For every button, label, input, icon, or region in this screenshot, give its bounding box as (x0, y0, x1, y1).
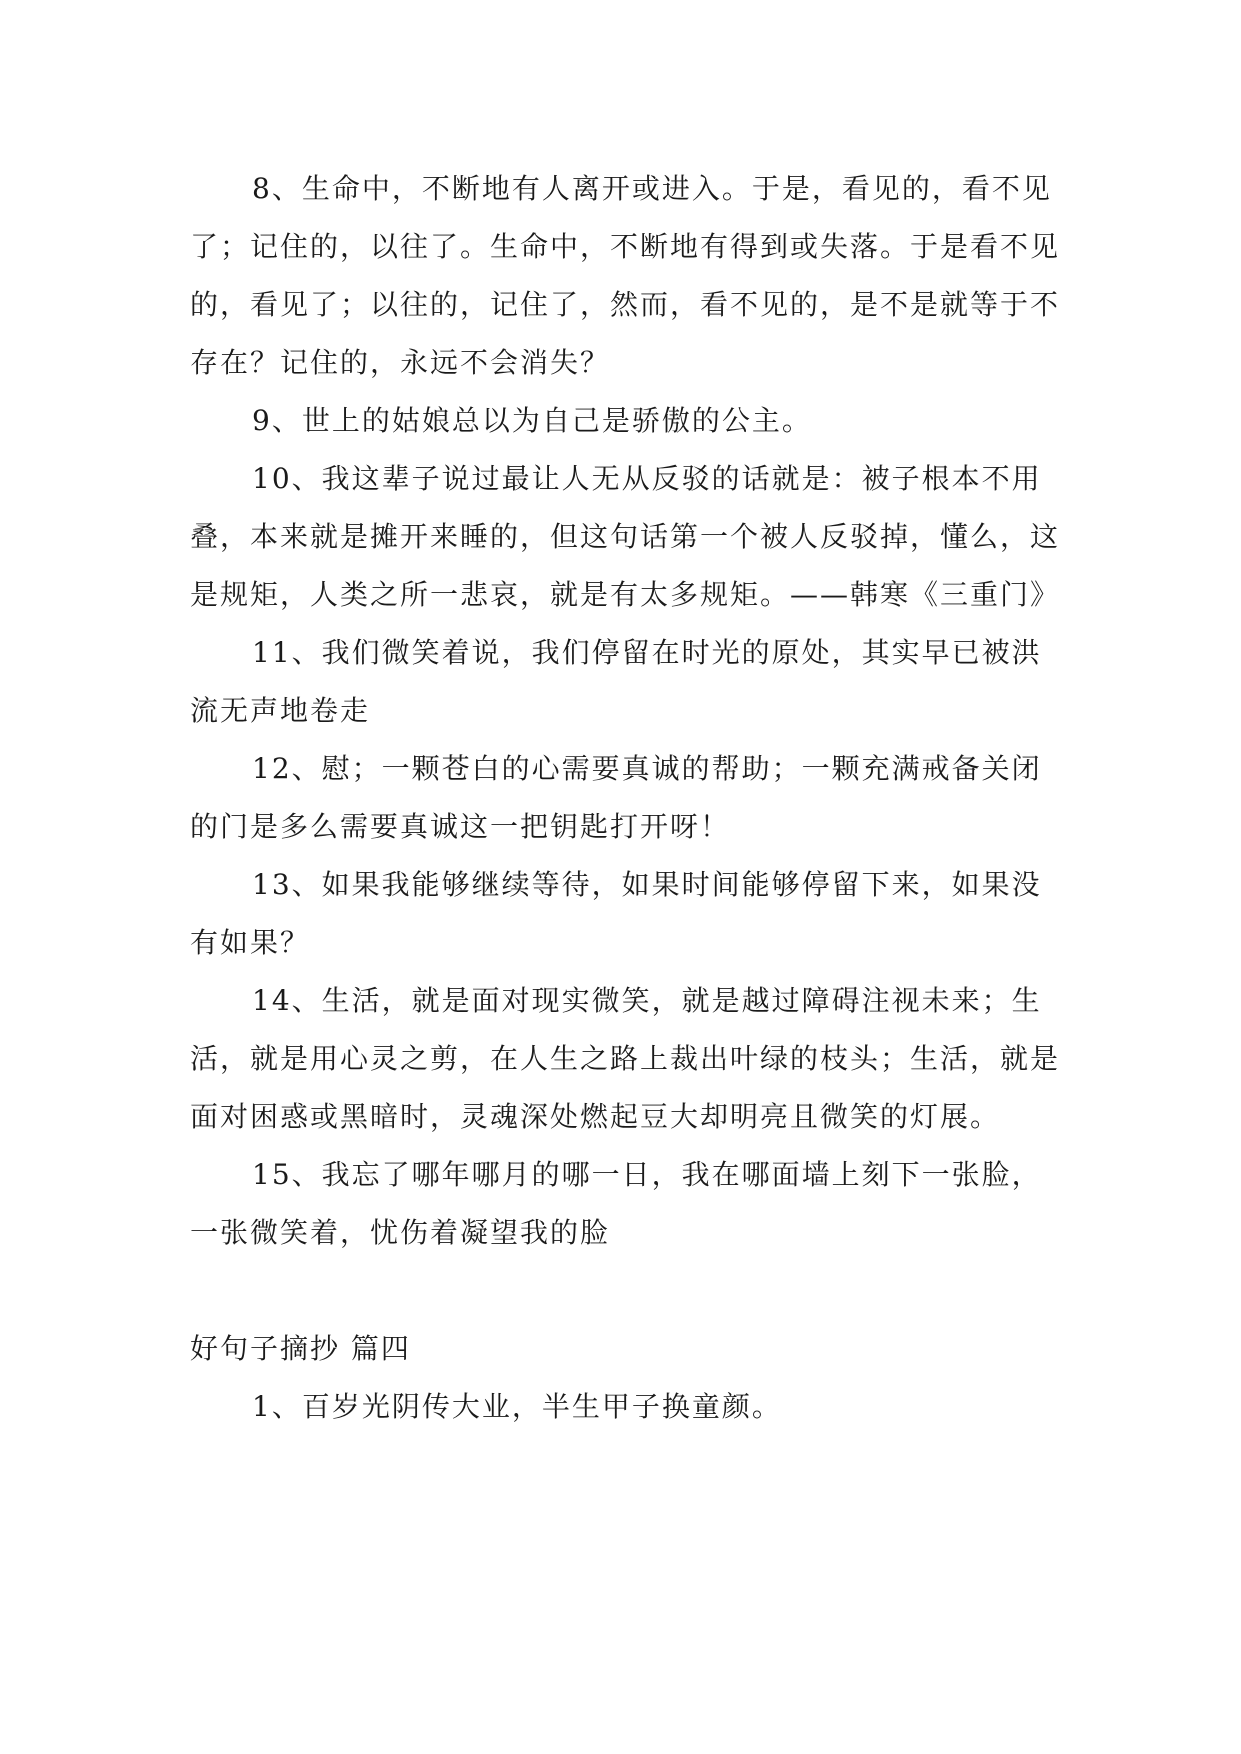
paragraph-13: 13、如果我能够继续等待，如果时间能够停留下来，如果没有如果？ (190, 868, 1042, 959)
paragraph-1: 1、百岁光阴传大业，半生甲子换童颜。 (252, 1390, 782, 1423)
paragraph-15: 15、我忘了哪年哪月的哪一日，我在哪面墙上刻下一张脸，一张微笑着，忧伤着凝望我的脸 (190, 1158, 1042, 1249)
paragraph-8: 8、生命中，不断地有人离开或进入。于是，看见的，看不见了；记住的，以往了。生命中，不断地有得到或失落。于是看不见的，看见了；以往的，记住了，然而，看不见的，是不是就等于不存在？记住的，永远不会消失？ (190, 172, 1061, 379)
section-heading: 好句子摘抄 篇四 (190, 1332, 411, 1365)
paragraph-14: 14、生活，就是面对现实微笑，就是越过障碍注视未来；生活，就是用心灵之剪，在人生之路上裁出叶绿的枝头；生活，就是面对困惑或黑暗时，灵魂深处燃起豆大却明亮且微笑的灯展。 (190, 984, 1061, 1133)
paragraph-11: 11、我们微笑着说，我们停留在时光的原处，其实早已被洪流无声地卷走 (190, 636, 1042, 727)
document-body (190, 160, 1060, 1436)
paragraph-9: 9、世上的姑娘总以为自己是骄傲的公主。 (252, 404, 812, 437)
paragraph-12: 12、慰；一颗苍白的心需要真诚的帮助；一颗充满戒备关闭的门是多么需要真诚这一把钥匙打开呀！ (190, 752, 1042, 843)
paragraph-10: 10、我这辈子说过最让人无从反驳的话就是：被子根本不用叠，本来就是摊开来睡的，但这句话第一个被人反驳掉，懂么，这是规矩，人类之所一悲哀，就是有太多规矩。——韩寒《三重门》 (190, 462, 1061, 611)
